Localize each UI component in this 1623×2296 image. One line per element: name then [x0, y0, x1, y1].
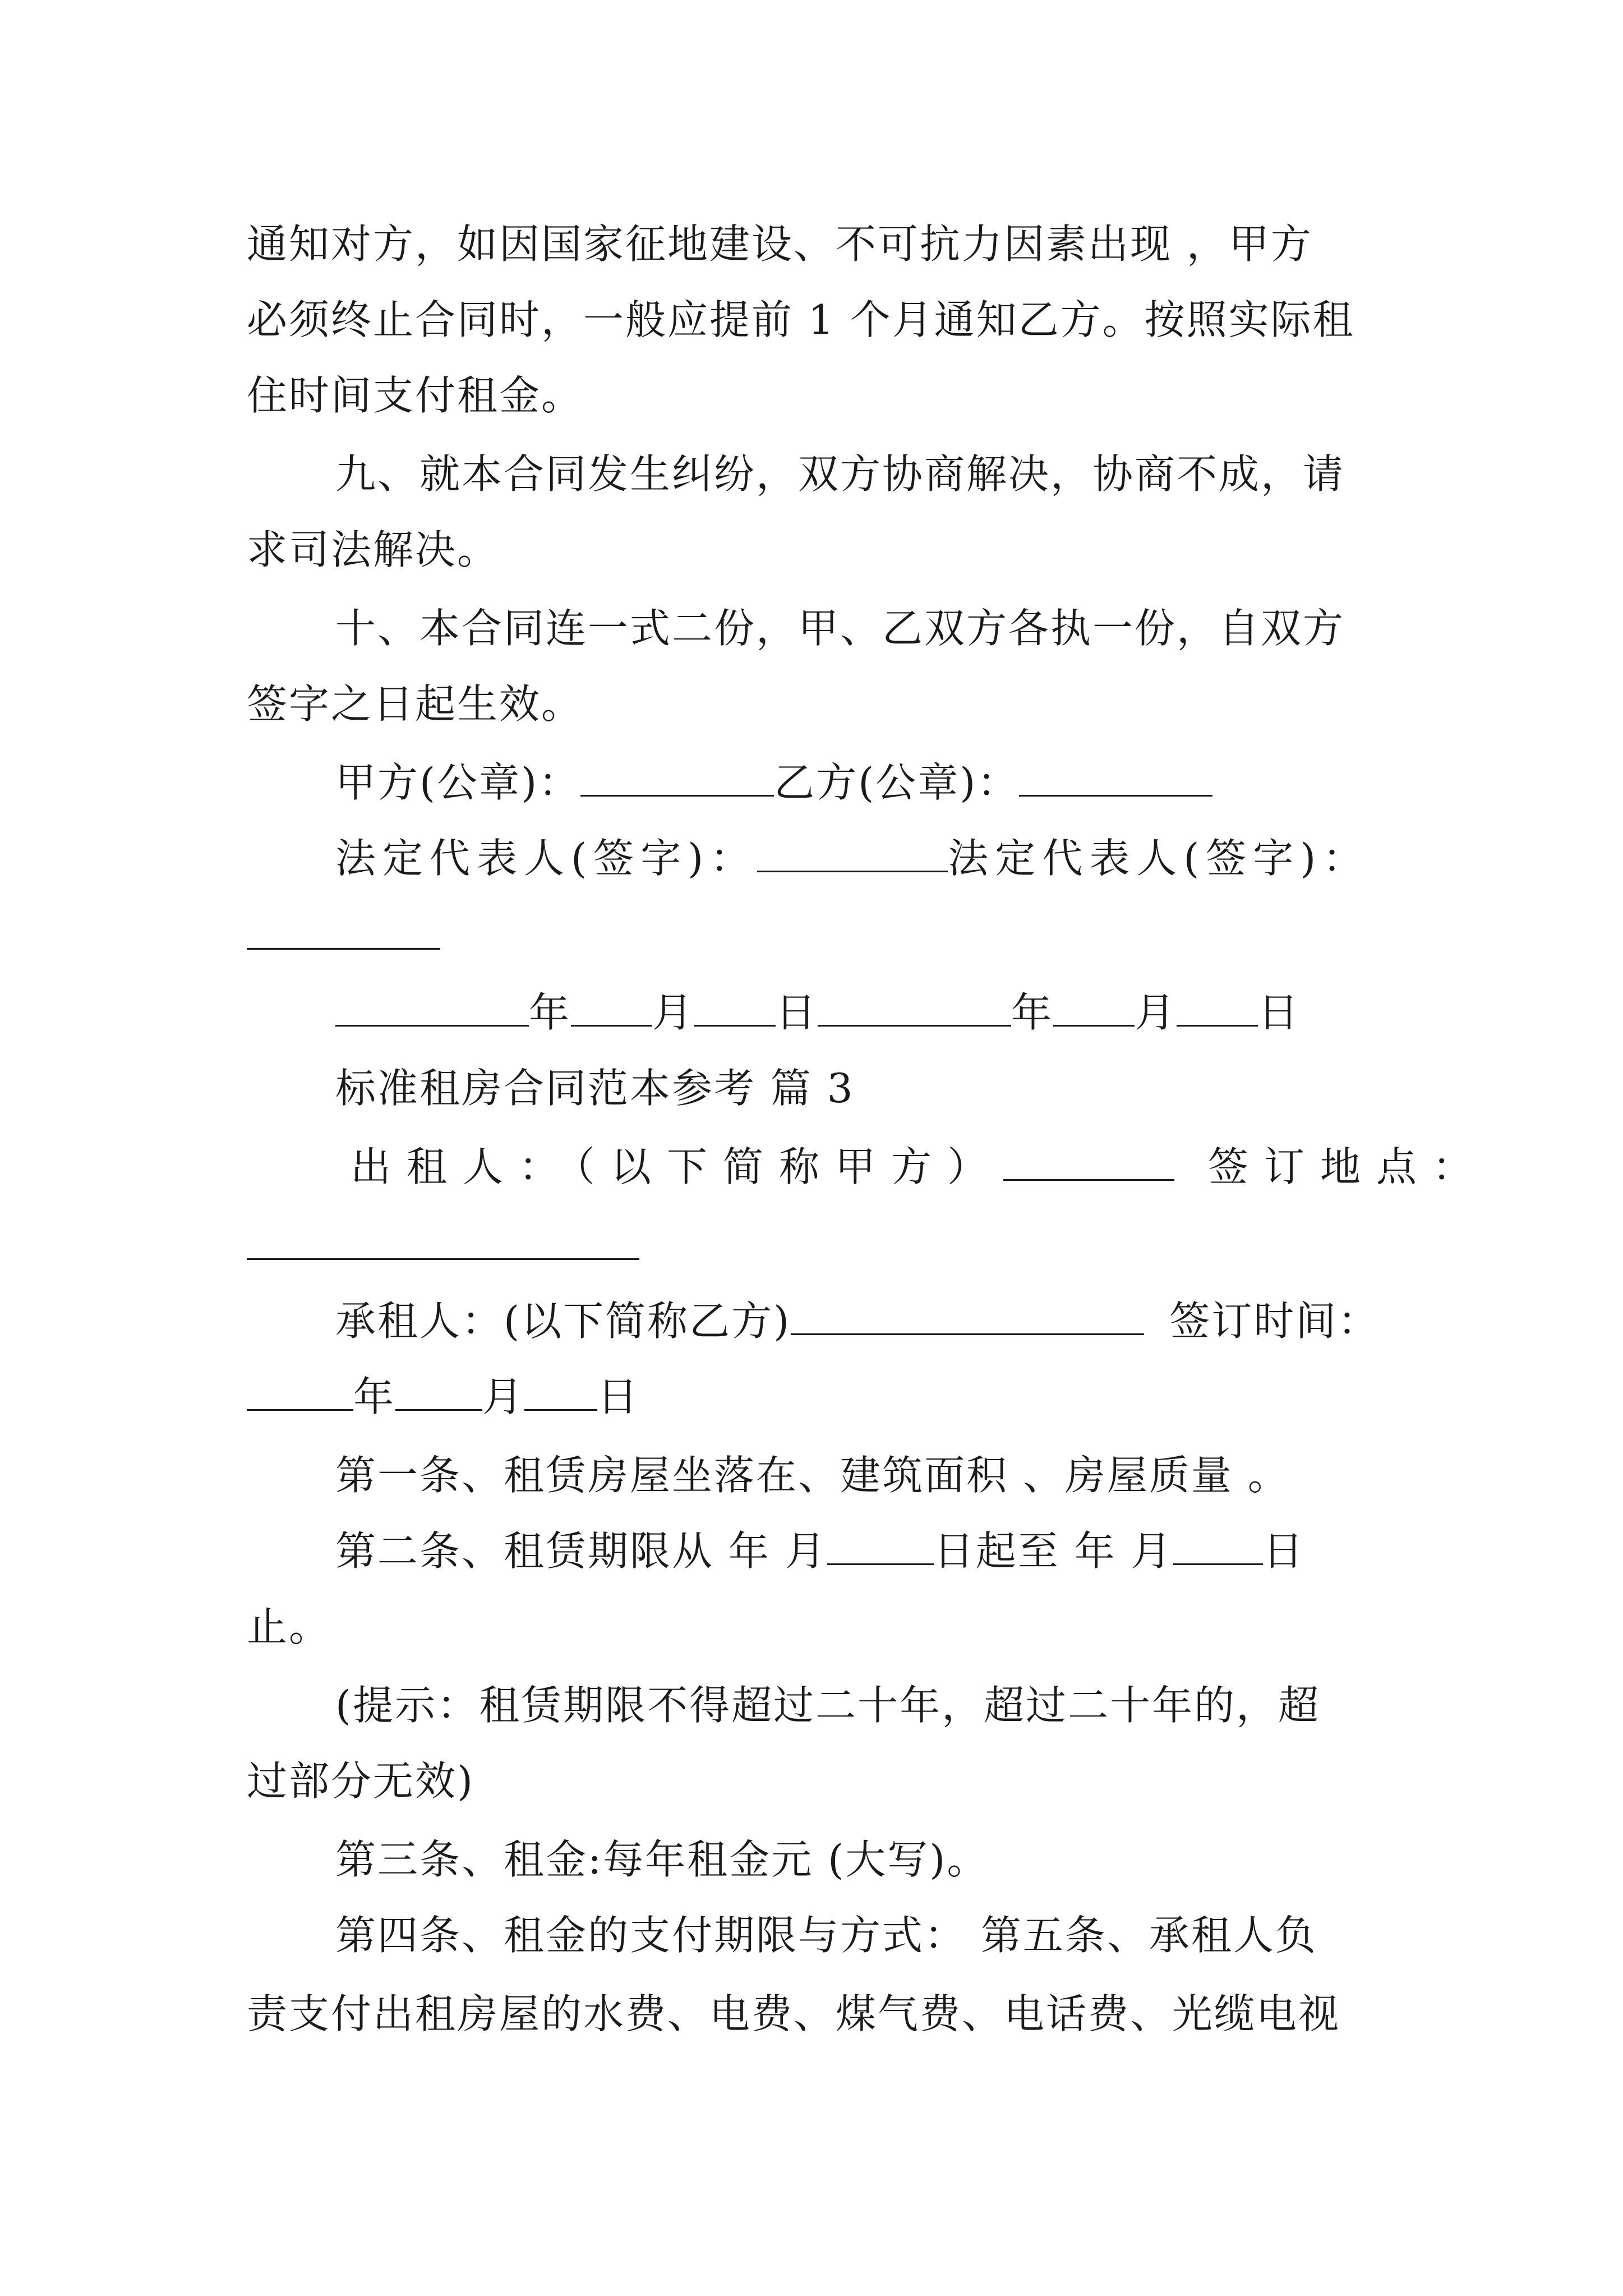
sign-day-label: 日	[597, 1373, 640, 1420]
party-a-seal-blank[interactable]	[580, 760, 774, 797]
lessor-blank[interactable]	[1003, 1144, 1174, 1181]
article-2-start-day-blank[interactable]	[827, 1529, 934, 1565]
article-2-line	[335, 1523, 1305, 1579]
sign-year-label: 年	[353, 1373, 396, 1420]
article-2-end-day-blank[interactable]	[1173, 1529, 1263, 1565]
date-b-day-label: 日	[1258, 989, 1301, 1036]
article-4-line-1: 第四条、租金的支付期限与方式： 第五条、承租人负	[335, 1912, 1317, 1959]
text-line-3: 住时间支付租金。	[247, 372, 584, 419]
article-4-line-2: 责支付出租房屋的水费、电费、煤气费、电话费、光缆电视	[247, 1990, 1341, 2037]
sign-day-blank[interactable]	[524, 1374, 597, 1411]
text-line-2: 必须终止合同时，一般应提前 1 个月通知乙方。按照实际租	[247, 296, 1355, 343]
party-seal-line	[335, 754, 1212, 811]
date-b-month-label: 月	[1135, 989, 1177, 1036]
date-a-day-blank[interactable]	[694, 990, 776, 1027]
sign-month-blank[interactable]	[395, 1374, 482, 1411]
date-b-day-blank[interactable]	[1177, 990, 1258, 1027]
text-line-1: 通知对方，如因国家征地建设、不可抗力因素出现 ，甲方	[247, 220, 1313, 268]
sign-place-label: 签订地点：	[1208, 1143, 1489, 1190]
article-2-start: 第二条、租赁期限从 年 月	[335, 1527, 827, 1575]
tip-line-2: 过部分无效)	[247, 1757, 475, 1805]
lessor-label: 出租人：（以下简称甲方）	[351, 1143, 1004, 1190]
date-b-year-label: 年	[1011, 989, 1054, 1036]
sign-year-blank[interactable]	[247, 1374, 353, 1411]
article-3: 第三条、租金:每年租金元 (大写)。	[335, 1836, 989, 1883]
party-b-seal-label: 乙方(公章)：	[774, 759, 1020, 806]
lessee-blank[interactable]	[791, 1299, 1144, 1335]
party-b-seal-blank[interactable]	[1019, 760, 1212, 797]
sign-time-label: 签订时间：	[1169, 1297, 1380, 1345]
sign-time-date-line	[247, 1369, 639, 1425]
clause-9-line-2: 求司法解决。	[247, 526, 500, 573]
date-a-day-label: 日	[776, 989, 818, 1036]
date-b-month-blank[interactable]	[1053, 990, 1135, 1027]
party-a-seal-label: 甲方(公章)：	[335, 759, 581, 806]
representative-line	[335, 830, 1370, 886]
tip-line-1: (提示：租赁期限不得超过二十年，超过二十年的，超	[335, 1682, 1321, 1729]
date-a-year-label: 年	[529, 989, 571, 1036]
article-2-middle: 日起至 年 月	[933, 1527, 1173, 1575]
lessee-line	[335, 1293, 1380, 1349]
section-title: 标准租房合同范本参考 篇 3	[335, 1065, 855, 1112]
article-2-day-label: 日	[1262, 1527, 1305, 1575]
lessor-line	[351, 1139, 1488, 1195]
article-1: 第一条、租赁房屋坐落在、建筑面积 、房屋质量 。	[335, 1452, 1290, 1499]
party-a-rep-blank[interactable]	[757, 836, 948, 872]
party-a-rep-label: 法定代表人(签字)：	[335, 835, 758, 882]
article-2-end: 止。	[247, 1603, 331, 1650]
clause-10-line-1: 十、本合同连一式二份，甲、乙双方各执一份，自双方	[335, 605, 1345, 652]
date-a-month-label: 月	[652, 989, 695, 1036]
date-a-year-blank[interactable]	[335, 990, 529, 1027]
date-line	[335, 984, 1300, 1041]
clause-9-line-1: 九、就本合同发生纠纷，双方协商解决，协商不成，请	[335, 450, 1345, 498]
party-b-rep-blank[interactable]	[247, 948, 440, 950]
sign-month-label: 月	[482, 1373, 525, 1420]
date-b-year-blank[interactable]	[818, 990, 1011, 1027]
lessee-label: 承租人：(以下简称乙方)	[335, 1297, 791, 1345]
date-a-month-blank[interactable]	[571, 990, 652, 1027]
clause-10-line-2: 签字之日起生效。	[247, 680, 584, 728]
party-b-rep-label: 法定代表人(签字)：	[948, 835, 1370, 882]
sign-place-blank[interactable]	[247, 1258, 639, 1260]
